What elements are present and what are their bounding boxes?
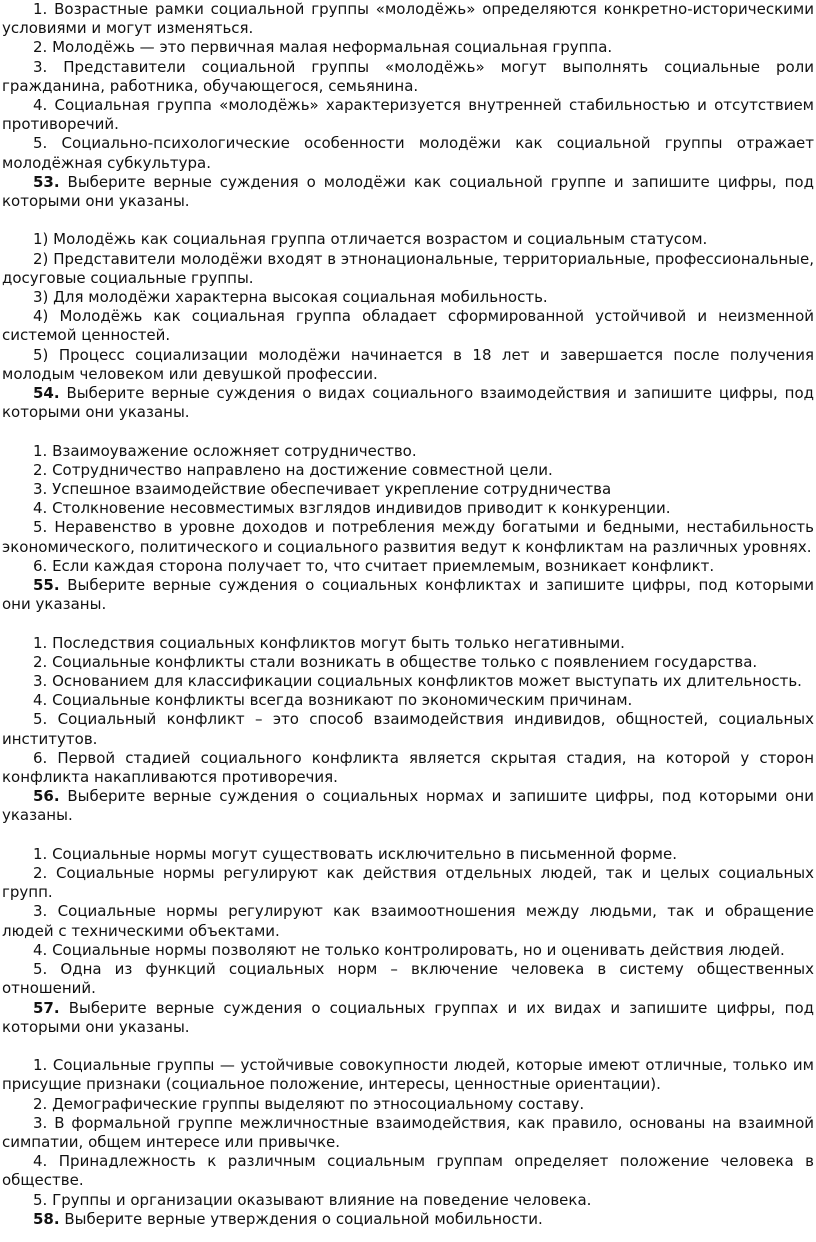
list-item: 5. Социально-психологические особенности молодёжи как социальной группы отражает молодёжная субкультура. [2, 134, 814, 172]
spacer [2, 614, 814, 633]
question-prompt: Выберите верные суждения о видах социального взаимодействия и запишите цифры, под которыми они указаны. [2, 384, 814, 422]
question-57 [2, 999, 814, 1037]
spacer [2, 1037, 814, 1056]
list-item: 3) Для молодёжи характерна высокая социальная мобильность. [33, 288, 548, 307]
list-item: 1) Молодёжь как социальная группа отличается возрастом и социальным статусом. [33, 230, 708, 249]
list-item: 4. Социальные конфликты всегда возникают по экономическим причинам. [33, 691, 633, 710]
question-54 [2, 384, 814, 422]
list-item: 6. Первой стадией социального конфликта является скрытая стадия, на которой у сторон конфликта накапливаются противоречия. [2, 748, 814, 787]
question-53 [2, 173, 814, 211]
list-item: 2. Молодёжь — это первичная малая неформальная социальная группа. [33, 38, 613, 57]
list-item: 2) Представители молодёжи входят в этнонациональные, территориальные, профессиональные, досуговые социальные группы. [2, 249, 814, 287]
question-number: 58. [33, 1209, 60, 1228]
list-item: 3. Социальные нормы регулируют как взаимоотношения между людьми, так и обращение людей с техническими объектами. [2, 902, 814, 940]
list-item: 2. Социальные конфликты стали возникать в обществе только с появлением государства. [33, 652, 758, 671]
spacer [2, 422, 814, 441]
list-item: 2. Социальные нормы регулируют как действия отдельных людей, так и целых социальных групп. [2, 864, 814, 902]
list-item: 4) Молодёжь как социальная группа обладает сформированной устойчивой и неизменной системой ценностей. [2, 307, 814, 345]
question-prompt: Выберите верные суждения о социальных нормах и запишите цифры, под которыми они указаны. [2, 787, 814, 825]
list-item: 5) Процесс социализации молодёжи начинается в 18 лет и завершается после получения молодым человеком или девушкой профессии. [2, 345, 814, 383]
list-item: 1. Последствия социальных конфликтов могут быть только негативными. [33, 633, 625, 652]
question-number: 53. [33, 172, 60, 191]
list-item: 4. Столкновение несовместимых взглядов индивидов приводит к конкуренции. [33, 499, 671, 518]
spacer [2, 211, 814, 230]
question-number: 56. [33, 787, 60, 806]
list-item: 3. Успешное взаимодействие обеспечивает укрепление сотрудничества [33, 480, 612, 499]
list-item: 4. Социальная группа «молодёжь» характеризуется внутренней стабильностью и отсутствием противоречий. [2, 96, 814, 134]
list-item: 2. Демографические группы выделяют по этносоциальному составу. [33, 1094, 585, 1113]
list-item: 1. Социальные группы — устойчивые совокупности людей, которые имеют отличные, только им присущие признаки (социальное положение, интересы, ценностные ориентации). [2, 1056, 814, 1094]
question-55 [2, 576, 814, 614]
list-item: 5. Группы и организации оказывают влияние на поведение человека. [33, 1190, 592, 1209]
question-58 [2, 1210, 814, 1229]
list-item: 1. Социальные нормы могут существовать исключительно в письменной форме. [33, 844, 677, 863]
list-item: 1. Возрастные рамки социальной группы «молодёжь» определяются конкретно-историческими условиями и могут изменяться. [2, 0, 814, 38]
list-item: 5. Социальный конфликт – это способ взаимодействия индивидов, общностей, социальных институтов. [2, 710, 814, 748]
spacer [2, 826, 814, 845]
list-item: 2. Сотрудничество направлено на достижение совместной цели. [33, 460, 553, 479]
list-item: 3. Основанием для классификации социальных конфликтов может выступать их длительность. [33, 672, 802, 691]
question-number: 54. [33, 384, 60, 403]
list-item: 5. Неравенство в уровне доходов и потребления между богатыми и бедными, нестабильность экономического, политического и социального развития ведут к конфликтам на различных уровнях. [2, 518, 814, 556]
list-item: 4. Принадлежность к различным социальным группам определяет положение человека в обществе. [2, 1152, 814, 1190]
question-prompt: Выберите верные суждения о социальных конфликтах и запишите цифры, под которыми они указаны. [2, 576, 814, 614]
list-item: 1. Взаимоуважение осложняет сотрудничество. [33, 441, 417, 460]
question-number: 57. [33, 998, 60, 1017]
list-item: 6. Если каждая сторона получает то, что считает приемлемым, возникает конфликт. [33, 556, 715, 575]
question-prompt: Выберите верные суждения о молодёжи как социальной группе и запишите цифры, под которыми они указаны. [2, 172, 814, 211]
list-item: 4. Социальные нормы позволяют не только контролировать, но и оценивать действия людей. [33, 940, 785, 959]
list-item: 3. Представители социальной группы «молодёжь» могут выполнять социальные роли гражданина, работника, обучающегося, семьянина. [2, 57, 814, 95]
question-56 [2, 787, 814, 825]
question-number: 55. [33, 576, 60, 595]
list-item: 5. Одна из функций социальных норм – включение человека в систему общественных отношений. [2, 960, 814, 998]
list-item: 3. В формальной группе межличностные взаимодействия, как правило, основаны на взаимной симпатии, общем интересе или привычке. [2, 1113, 814, 1151]
question-prompt: Выберите верные суждения о социальных группах и их видах и запишите цифры, под которыми они указаны. [2, 998, 814, 1036]
question-prompt: Выберите верные утверждения о социальной мобильности. [64, 1209, 543, 1228]
